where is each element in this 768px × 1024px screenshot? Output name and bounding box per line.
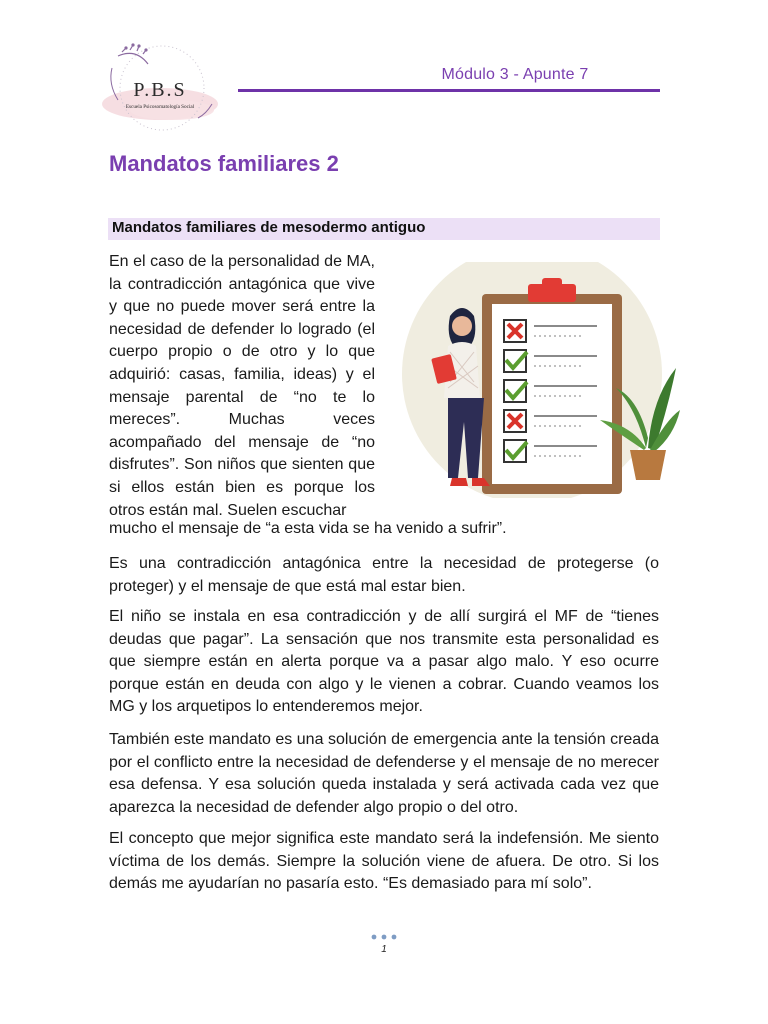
section-heading: Mandatos familiares de mesodermo antiguo [108, 218, 660, 240]
intro-paragraph-tail: mucho el mensaje de “a esta vida se ha venido a sufrir”. [109, 520, 507, 537]
intro-paragraph: En el caso de la personalidad de MA, la contradicción antagónica que vive y que no puede mover será entre la necesidad de defender lo logrado (el cuerpo propio o de otro y lo que adquirió: casas, familia, ideas) y el mensaje parental de “no te lo mereces”. Muchas veces acompañado del mensaje de “no disfrutes”. Son niños que sienten que si ellos están bien es porque los otros están mal. Suelen escuchar [109, 253, 375, 519]
paragraph-4: También este mandato es una solución de emergencia ante la tensión creada por el conflicto entre la necesidad de defenderse y el mensaje de no merecer esa defensa. Y esa solución queda instalada y será activada cada vez que aparezca la necesidad de defender algo propio o del otro. [109, 731, 659, 816]
checklist-illustration-icon [382, 262, 682, 498]
header-rule [238, 89, 660, 92]
page-dots-icon [369, 932, 399, 942]
paragraph-3: El niño se instala en esa contradicción y de allí surgirá el MF de “tienes deudas que pagar”. La sensación que nos transmite esta personalidad es que siempre están en alerta porque va a pasar algo malo. Y eso ocurre porque están en deuda con algo y le vienen a cobrar. Cuando veamos los MG y los arquetipos lo entenderemos mejor. [109, 608, 659, 716]
paragraph-2: Es una contradicción antagónica entre la necesidad de protegerse (o proteger) y el mensaje de que está mal estar bien. [109, 555, 659, 595]
module-label: Módulo 3 - Apunte 7 [441, 66, 589, 83]
paragraph-5: El concepto que mejor significa este mandato será la indefensión. Me siento víctima de los demás. Siempre la solución viene de afuera. De otro. Si los demás me ayudarían no pasaría esto. “Es demasiado para mí solo”. [109, 830, 659, 893]
page-number: 1 [381, 944, 387, 955]
logo-text: P.B.S [133, 79, 187, 101]
logo-subtext: Escuela Psicosomatología Social [125, 104, 195, 110]
page-title: Mandatos familiares 2 [109, 151, 339, 176]
logo [90, 38, 230, 138]
